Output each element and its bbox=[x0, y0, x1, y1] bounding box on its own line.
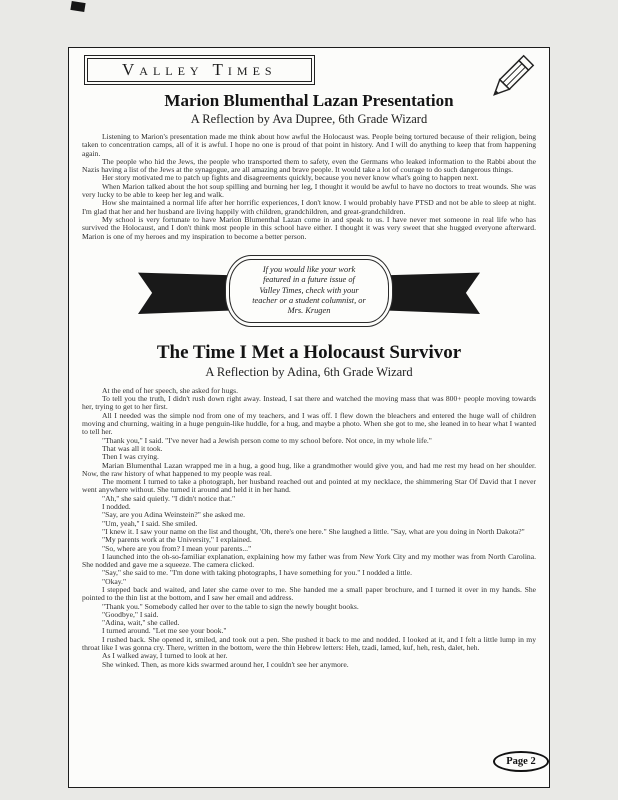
paragraph: She winked. Then, as more kids swarmed around her, I couldn't see her anymore. bbox=[102, 659, 349, 669]
article2-byline: A Reflection by Adina, 6th Grade Wizard bbox=[205, 364, 413, 379]
paragraph: "Say," she said to me. "I'm done with taking photographs, I have something for you." I nodded a little. bbox=[102, 568, 413, 578]
paragraph: "Okay." bbox=[102, 576, 127, 586]
paragraph: "Adina, wait," she called. bbox=[102, 618, 180, 628]
paragraph: Listening to Marion's presentation made me think about how awful the Holocaust was. People being tortured because of their religion, being taken to concentration camps, all of it is awful. I hope no one is proud of that point in history. And I will do anything to keep that from happening again. bbox=[82, 132, 536, 158]
paragraph: That was all it took. bbox=[102, 443, 163, 453]
paragraph: "My parents work at the University," I explained. bbox=[102, 535, 252, 545]
paragraph: "Ah," she said quietly. "I didn't notice that." bbox=[102, 493, 236, 503]
paragraph: The moment I turned to take a photograph, her husband reached out and pointed at my necklace, the shimmering Star Of David that I never went anywhere without. She turned it around and held it in her hand. bbox=[82, 477, 536, 495]
paragraph: I launched into the oh-so-familiar explanation, explaining how my father was from New York City and my mother was from North Carolina. She nodded and gave me a squeeze. The camera clicked. bbox=[82, 551, 536, 570]
banner-line: teacher or a student columnist, or bbox=[252, 296, 366, 306]
banner-panel bbox=[225, 255, 393, 327]
paragraph: I stepped back and waited, and later she came over to me. She handed me a small paper brochure, and I turned it over in my hands. She pointed to the thin list at the bottom, and I saw her email and address. bbox=[82, 584, 536, 603]
masthead-title: Valley Times bbox=[87, 58, 312, 82]
paragraph: Her story motivated me to patch up fights and disagreements quickly, because you never know what's going to happen next. bbox=[102, 173, 479, 183]
paragraph: All I needed was the simple nod from one of my teachers, and I was off. I flew down the bleachers and entered the huge wall of children moving and churning, waiting in a huge penguin-like huddle, for a hug, and maybe a photo. When she got to me, she leaned in to hear what I wanted to tell her. bbox=[82, 410, 536, 437]
ribbon-right bbox=[386, 271, 480, 315]
paragraph: "Thank you," I said. "I've never had a Jewish person come to my school before. Not once, in my whole life." bbox=[102, 435, 432, 445]
banner-line: featured in a future issue of bbox=[263, 275, 355, 285]
paragraph: "So, where are you from? I mean your parents..." bbox=[102, 543, 252, 553]
banner-line: If you would like your work bbox=[262, 264, 356, 274]
banner-line: Valley Times, check with your bbox=[259, 285, 359, 295]
paragraph: "Thank you." Somebody called her over to the table to sign the newly bought books. bbox=[102, 601, 359, 611]
pencil-icon bbox=[481, 50, 539, 108]
page-number-badge: Page 2 bbox=[493, 751, 549, 772]
paragraph: "Goodbye," I said. bbox=[102, 609, 159, 619]
banner-line: Mrs. Krugen bbox=[287, 306, 331, 316]
paragraph: "Um, yeah," I said. She smiled. bbox=[102, 518, 198, 528]
article1-title: Marion Blumenthal Lazan Presentation bbox=[164, 91, 454, 110]
paragraph: "I knew it. I saw your name on the list and thought, 'Oh, there's one here." She laughed a little. "Say, what are you doing in North Dakota?" bbox=[102, 526, 525, 536]
article1-byline: A Reflection by Ava Dupree, 6th Grade Wizard bbox=[190, 112, 428, 126]
paragraph: How she maintained a normal life after her horrific experiences, I don't know. I would probably have PTSD and not be able to sleep at night. I'm glad that her and her husband are living happily with children, grandchildren, and great-grandchildren. bbox=[82, 198, 536, 216]
paragraph: I turned around. "Let me see your book." bbox=[102, 626, 227, 636]
paragraph: "Say, are you Adina Weinstein?" she asked me. bbox=[102, 510, 246, 520]
paragraph: Marian Blumenthal Lazan wrapped me in a hug, a good hug, like a grandmother would give you, and had me rest my head on her shoulder. Now, the raw history of what happened to my people was real. bbox=[82, 460, 536, 478]
newsletter-page bbox=[68, 47, 550, 788]
article2-body bbox=[82, 387, 536, 669]
ribbon-left bbox=[138, 271, 232, 315]
paragraph: To tell you the truth, I didn't rush down right away. Instead, I sat there and watched the moving mass that was 800+ people moving towards her, trying to get to her first. bbox=[82, 394, 536, 412]
paragraph: I rushed back. She opened it, smiled, and took out a pen. She pushed it back to me and nodded. I looked at it, and I felt a little lump in my throat like I was gonna cry. There, written in the bottom, were the thin Hebrew letters: Heh, tzadi, lamed, kuf, heh, resh, dalet, heh. bbox=[82, 634, 536, 653]
banner-text bbox=[229, 259, 389, 323]
masthead-box bbox=[84, 55, 315, 85]
paragraph: I nodded. bbox=[102, 502, 131, 512]
paragraph: As I walked away, I turned to look at her. bbox=[102, 651, 228, 661]
paragraph: The people who hid the Jews, the people who transported them to safety, even the Germans who leaked information to the Rabbi about the Nazis having a list of the Jews at the synagogue, are all amazing and brave people. It would take a lot of courage to do such dangerous things. bbox=[82, 156, 536, 175]
scan-artifact bbox=[70, 1, 85, 12]
article2-title: The Time I Met a Holocaust Survivor bbox=[156, 341, 462, 363]
paragraph: When Marion talked about the hot soup spilling and burning her leg, I thought it would be awful to have no doctors to treat wounds. She was very lucky to be able to keep her leg and walk. bbox=[82, 181, 536, 200]
paragraph: At the end of her speech, she asked for hugs. bbox=[102, 385, 239, 395]
submission-banner bbox=[138, 255, 480, 327]
paragraph: My school is very fortunate to have Marion Blumenthal Lazan come in and speak to us. I have never met someone in real life who has survived the Holocaust, and I don't think most people in this school have either. I thought it was very sweet that she hugged everyone afterward. Marion is one of my heroes and my inspiration to become a better person. bbox=[82, 214, 536, 241]
paragraph: Then I was crying. bbox=[102, 452, 159, 462]
article1-body bbox=[82, 133, 536, 241]
